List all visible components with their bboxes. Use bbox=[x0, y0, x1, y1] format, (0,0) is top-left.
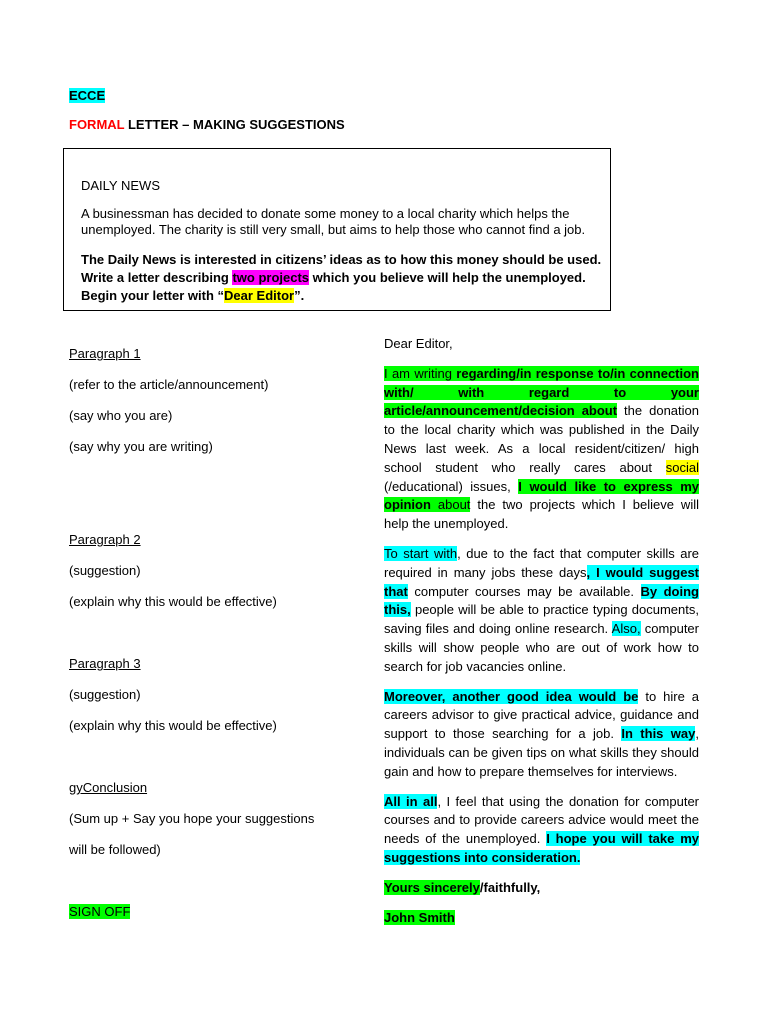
highlight-dear-editor: Dear Editor bbox=[224, 288, 295, 303]
guide-para2-title: Paragraph 2 bbox=[69, 532, 141, 547]
guide-para2-line2: (explain why this would be effective) bbox=[69, 594, 277, 609]
guide-para1-line3: (say why you are writing) bbox=[69, 439, 213, 454]
guide-sign-off: SIGN OFF bbox=[69, 904, 131, 919]
letter-greeting: Dear Editor, bbox=[384, 336, 453, 351]
title-rest: LETTER – MAKING SUGGESTIONS bbox=[124, 117, 345, 132]
guide-para1-line2: (say who you are) bbox=[69, 408, 173, 423]
title-formal: FORMAL bbox=[69, 117, 125, 132]
guide-conclusion-title: gyConclusion bbox=[69, 780, 148, 795]
task-instructions: The Daily News is interested in citizens’ ideas as to how this money should be used. Write a letter describing two projects which you believe will help the unemployed. Begin your letter with “Dear Editor”. bbox=[81, 252, 602, 303]
task-box bbox=[63, 148, 611, 311]
exam-label: ECCE bbox=[69, 88, 106, 103]
letter-paragraph-1: I am writing regarding/in response to/in connection with/ with regard to your article/announcement/decision about the donation to the local charity which was published in the Daily News last week. As a local resident/citizen/ high school student who really cares about social (/educational) issues, I would like to express my opinion about the two projects which I believe will help the unemployed. bbox=[384, 365, 700, 532]
task-heading: DAILY NEWS bbox=[81, 178, 160, 193]
document-title bbox=[69, 117, 345, 133]
guide-para3-title: Paragraph 3 bbox=[69, 656, 141, 671]
highlight-two-projects: two projects bbox=[232, 270, 310, 285]
sample-letter bbox=[384, 335, 699, 927]
letter-signature: John Smith bbox=[384, 909, 455, 925]
guide-para1-line1: (refer to the article/announcement) bbox=[69, 377, 269, 392]
guide-para3-line2: (explain why this would be effective) bbox=[69, 718, 277, 733]
letter-paragraph-3: Moreover, another good idea would be to hire a careers advisor to give practical advice, guidance and support to those searching for a job. In this way, individuals can be given tips on what skills they should gain and how to prepare themselves for interviews. bbox=[384, 688, 699, 779]
guide-para3-line1: (suggestion) bbox=[69, 687, 141, 702]
letter-paragraph-4: All in all, I feel that using the donation for computer courses and to provide careers advice would meet the needs of the unemployed. I hope you will take my suggestions into consideration. bbox=[384, 793, 700, 865]
guide-conclusion-line1: (Sum up + Say you hope your suggestions bbox=[69, 811, 315, 826]
letter-closing: Yours sincerely/faithfully, bbox=[384, 879, 541, 895]
letter-paragraph-2: To start with, due to the fact that computer skills are required in many jobs these days, I would suggest that computer courses may be available. By doing this, people will be able to practice typing documents, saving files and doing online research. Also, computer skills will show people who are out of work how to search for job vacancies online. bbox=[384, 545, 699, 674]
guide-para1-title: Paragraph 1 bbox=[69, 346, 141, 361]
guide-para2-line1: (suggestion) bbox=[69, 563, 141, 578]
task-description: A businessman has decided to donate some money to a local charity which helps the unemployed. The charity is still very small, but aims to help those who cannot find a job. bbox=[81, 206, 586, 237]
guide-conclusion-line2: will be followed) bbox=[69, 842, 161, 857]
